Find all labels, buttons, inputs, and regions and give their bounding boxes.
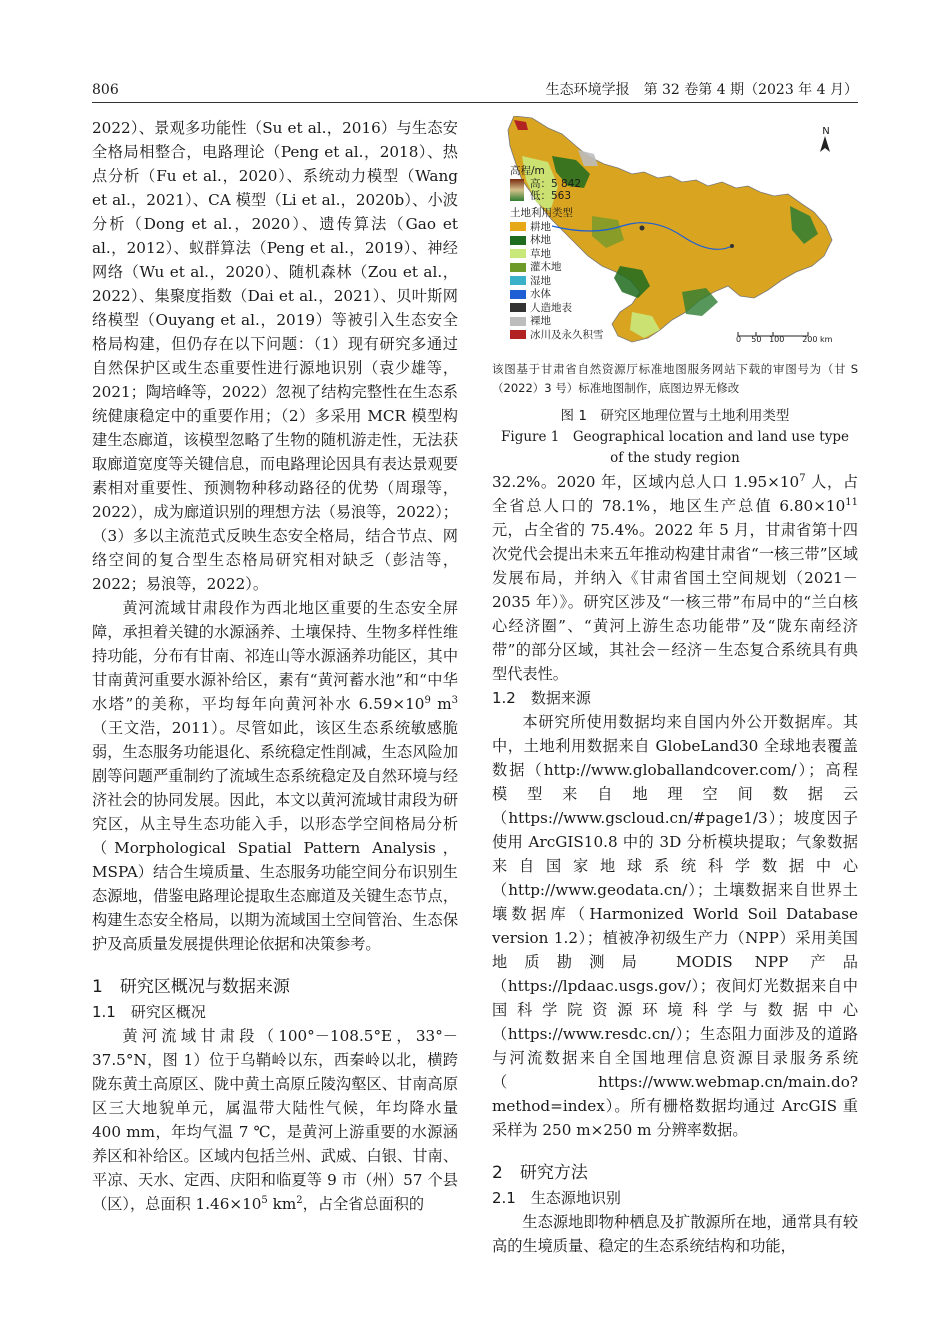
legend-swatch: [510, 249, 526, 258]
paragraph-study-area-cont: [492, 470, 858, 686]
scale-tick-label: 0: [736, 335, 742, 344]
scale-bar-labels: [736, 328, 832, 352]
superscript: 3: [451, 694, 458, 706]
legend-swatch: [510, 330, 526, 339]
text-run: 元，占全省的 75.4%。2022 年 5 月，甘肃省第十四次党代会提出未来五年推动构建甘肃省“一核三带”区域发展布局，并纳入《甘肃省国土空间规划（2021－2035 年）》。研究区涉及“一核三带”布局中的“兰白核心经济圈”、“黄河上游生态功能带”及“陇东南经济带”的部分区域，其社会－经济－生态复合系统具有典型代表性。: [492, 521, 858, 683]
scale-tick-label: 100: [769, 335, 785, 344]
superscript: 2: [296, 1194, 303, 1206]
elevation-gradient: [510, 179, 524, 201]
text-run: 黄河流域甘肃段（100°－108.5°E，33°－37.5°N，图 1）位于乌鞘岭以东，西秦岭以北，横跨陇东黄土高原区、陇中黄土高原丘陵沟壑区、甘南高原区三大地貌单元，属温带大陆性气候，年均降水量 400 mm，年均气温 7 ℃，是黄河上游重要的水源涵养区和补给区。区域内包括兰州、武威、白银、甘南、平凉、天水、定西、庆阳和临夏等 9 市（州）57 个县（区），总面积 1.46×10: [92, 1027, 458, 1213]
legend-label: 灌木地: [530, 261, 562, 274]
text-run: 32.2%。2020 年，区域内总人口 1.95×10: [492, 473, 800, 491]
text-run: m: [430, 695, 452, 713]
map-legend: [510, 164, 604, 342]
study-area-map: [492, 116, 858, 354]
legend-label: 耕地: [530, 220, 551, 233]
legend-item: [510, 288, 604, 302]
text-run: 黄河流域甘肃段作为西北地区重要的生态安全屏障，承担着关键的水源涵养、土壤保持、生物多样性维持功能，分布有甘南、祁连山等水源涵养功能区，其中甘南黄河重要水源补给区，素有“黄河蓄水池”和“中华水塔”的美称，平均每年向黄河补水 6.59×10: [92, 599, 458, 713]
page-number: 806: [92, 82, 119, 98]
legend-elev-low: 低：563: [530, 190, 572, 202]
legend-elevation-row: [510, 178, 604, 202]
legend-label: 裸地: [530, 315, 551, 328]
running-header: [92, 80, 858, 103]
figure-note: 该图基于甘肃省自然资源厅标准地图服务网站下载的审图号为（甘 S（2022）3 号）标准地图制作，底图边界无修改: [492, 362, 858, 395]
text-run: ，占全省总面积的: [302, 1195, 425, 1213]
superscript: 7: [799, 472, 806, 484]
subsection-heading-1-2: 1.2 数据来源: [492, 689, 591, 707]
scale-tick-label: 200: [802, 335, 818, 344]
legend-item: [510, 261, 604, 275]
legend-item: [510, 274, 604, 288]
legend-item: [510, 301, 604, 315]
journal-title: 生态环境学报 第 32 卷第 4 期（2023 年 4 月）: [545, 82, 858, 98]
text-run: km: [267, 1195, 297, 1213]
caption-chinese: 图 1 研究区地理位置与土地利用类型: [560, 408, 790, 424]
legend-swatch: [510, 222, 526, 231]
legend-item: [510, 220, 604, 234]
text-run: 人，占全省总人口的 78.1%，地区生产总值 6.80×10: [492, 473, 859, 515]
legend-label: 冰川及永久积雪: [530, 328, 604, 341]
legend-swatch: [510, 276, 526, 285]
north-label: N: [822, 126, 830, 137]
legend-item: [510, 247, 604, 261]
paragraph-eco-source: 生态源地即物种栖息及扩散源所在地，通常具有较高的生境质量、稳定的生态系统结构和功能，: [492, 1213, 858, 1255]
legend-elevation-title: 高程/m: [510, 165, 545, 177]
paragraph-literature: 2022）、景观多功能性（Su et al.，2016）与生态安全格局相整合，电路理论（Peng et al.，2018）、热点分析（Fu et al.，2020）、系统动力模型（Wang et al.，2021）、CA 模型（Li et al.，2020b）、小波分析（Dong et al.，2020）、遗传算法（Gao et al.，2012）、蚁群算法（Peng et al.，2019）、神经网络（Wu et al.，2020）、随机森林（Zou et al.，2022）、集聚度指数（Dai et al.，2021）、贝叶斯网络模型（Ouyang et al.，2019）等被引入生态安全格局构建，但仍存在以下问题：（1）现有研究多通过自然保护区或生态重要性进行源地识别（袁少雄等，2021；陶培峰等，2022）忽视了结构完整性在生态系统健康稳定中的重要作用；（2）多采用 MCR 模型构建生态廊道，该模型忽略了生物的随机游走性，无法获取廊道宽度等关键信息，而电路理论因具有表达景观要素相对重要性、预测物种移动路径的优势（周璟等，2022），成为廊道识别的理想方法（易浪等，2022）；（3）多以主流范式反映生态安全格局，结合节点、网络空间的复合型生态格局研究相对缺乏（彭洁等，2022；易浪等，2022）。: [92, 119, 458, 593]
left-column: [92, 116, 458, 1216]
figure-caption: [492, 406, 858, 469]
figure-1: [492, 116, 858, 470]
legend-label: 草地: [530, 247, 551, 260]
legend-label: 湿地: [530, 274, 551, 287]
paragraph-data-sources: 本研究所使用数据均来自国内外公开数据库。其中，土地利用数据来自 GlobeLand30 全球地表覆盖数据（http://www.globallandcover.com/）；高程模型来自地理空间数据云（https://www.gscloud.cn/#page1/3）；坡度因子使用 ArcGIS10.8 中的 3D 分析模块提取；气象数据来自国家地球系统科学数据中心（http://www.geodata.cn/）；土壤数据来自世界土壤数据库（Harmonized World Soil Database version 1.2）；植被净初级生产力（NPP）采用美国地质勘测局 MODIS NPP 产品（https://lpdaac.usgs.gov/）；夜间灯光数据来自中国科学院资源环境科学与数据中心（https://www.resdc.cn/）；生态阻力面涉及的道路与河流数据来自全国地理信息资源目录服务系统（https://www.webmap.cn/main.do?method=index）。所有栅格数据均通过 ArcGIS 重采样为 250 m×250 m 分辨率数据。: [492, 713, 858, 1139]
legend-swatch: [510, 317, 526, 326]
city-dot: [730, 244, 734, 248]
legend-elev-high: 高：5 842: [530, 178, 582, 190]
legend-item: [510, 315, 604, 329]
subsection-heading-2-1: 2.1 生态源地识别: [492, 1189, 621, 1207]
spacer: [92, 956, 458, 974]
scale-unit: km: [820, 335, 833, 344]
text-run: （王文浩，2011）。尽管如此，该区生态系统敏感脆弱，生态服务功能退化、系统稳定性削减，生态风险加剧等问题严重制约了流域生态系统稳定及自然环境与经济社会的协同发展。因此，本文以黄河流域甘肃段为研究区，从主导生态功能入手，以形态学空间格局分析（Morphological Spatial Pattern Analysis，MSPA）结合生境质量、生态服务功能空间分布识别生态源地，借鉴电路理论提取生态廊道及关键生态节点，构建生态安全格局，以期为流域国土空间管治、生态保护及高质量发展提供理论依据和决策参考。: [92, 719, 458, 953]
superscript: 11: [845, 496, 858, 508]
paragraph-study-area: [92, 1024, 458, 1216]
paragraph-study-motivation: [92, 596, 458, 956]
legend-label: 林地: [530, 234, 551, 247]
legend-landuse-title: 土地利用类型: [510, 207, 573, 219]
legend-label: 水体: [530, 288, 551, 301]
legend-swatch: [510, 290, 526, 299]
city-dot: [640, 226, 645, 231]
caption-english-line1: Figure 1 Geographical location and land use type: [501, 429, 849, 445]
legend-landuse-items: [510, 220, 604, 342]
legend-item: [510, 234, 604, 248]
legend-swatch: [510, 303, 526, 312]
legend-swatch: [510, 263, 526, 272]
legend-label: 人造地表: [530, 301, 572, 314]
superscript: 9: [424, 694, 431, 706]
subsection-heading-1-1: 1.1 研究区概况: [92, 1003, 206, 1021]
scale-tick-label: 50: [751, 335, 762, 344]
right-column: [492, 116, 858, 1258]
superscript: 5: [261, 1194, 268, 1206]
spacer: [492, 1142, 858, 1160]
section-heading-1: 1 研究区概况与数据来源: [92, 977, 290, 997]
caption-english-line2: of the study region: [610, 450, 740, 466]
legend-elevation-labels: [530, 178, 581, 202]
legend-swatch: [510, 236, 526, 245]
legend-item: [510, 328, 604, 342]
section-heading-2: 2 研究方法: [492, 1163, 588, 1183]
